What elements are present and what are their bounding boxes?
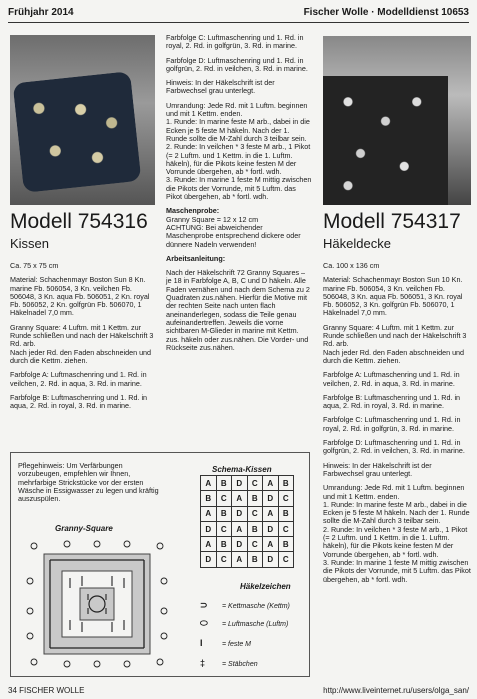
issue-label: Frühjahr 2014 (8, 7, 74, 18)
blanket-photo (323, 36, 471, 205)
granny-square-note: Nach jeder Rd. den Faden abschneiden und durch die Kettm. ziehen. (323, 347, 465, 365)
page-footer: 34 FISCHER WOLLE (8, 686, 85, 695)
schema-cell: C (216, 552, 232, 567)
material: Material: Schachenmayr Boston Sun 8 Kn. marine Fb. 506054, 3 Kn. veilchen Fb. 506048, 3 Kn. aqua Fb. 506051, 2 Kn. royal Fb. 506052, 2 Kn. golfgrün Fb. 506070, 1 Häkelnadel 7,0 mm. (10, 275, 150, 318)
schema-row (201, 537, 294, 552)
granny-square-diagram (22, 536, 172, 672)
legend-label: = Luftmasche (Luftm) (222, 621, 289, 628)
schema-title: Schema-Kissen (212, 465, 272, 474)
schema-cell: B (216, 506, 232, 521)
legend-item (200, 618, 288, 629)
schema-row (201, 476, 294, 491)
granny-square: Granny Square: 4 Luftm. mit 1 Kettm. zur Runde schließen und nach der Häkelschrift 3 Rd. arb. (323, 322, 467, 349)
color-a: Farbfolge A: Luftmaschenring und 1. Rd. in veilchen, 2. Rd. in aqua, 3. Rd. in marine. (323, 370, 460, 388)
cushion-photo (10, 35, 155, 205)
middle-column (166, 34, 312, 358)
color-d: Farbfolge D: Luftmaschenring und 1. Rd. in golfgrün, 2. Rd. in veilchen, 3. Rd. in marine. (323, 438, 465, 456)
color-b: Farbfolge B: Luftmaschenring und 1. Rd. in aqua, 2. Rd. in royal, 3. Rd. in marine. (10, 392, 148, 411)
schema-cell: D (201, 552, 217, 567)
model-title-right: Modell 754317 (323, 210, 461, 233)
hint: Hinweis: In der Häkelschrift ist der Farbwechsel grau unterlegt. (166, 78, 275, 96)
color-c: Farbfolge C: Luftmaschenring und 1. Rd. in royal, 2. Rd. in golfgrün, 3. Rd. in marine. (323, 415, 461, 433)
schema-cell: B (278, 537, 294, 552)
schema-row (201, 521, 294, 536)
schema-cell: A (263, 476, 279, 491)
double-crochet-icon: ‡ (200, 658, 206, 668)
legend-item (200, 638, 251, 648)
schema-cell: D (232, 506, 248, 521)
warning: ACHTUNG: Bei abweichender Maschenprobe entsprechend dickere oder dünnere Nadeln verwenden! (166, 222, 301, 249)
left-column (10, 262, 158, 416)
schema-row (201, 506, 294, 521)
round-1: 1. Runde: In marine feste M arb., dabei in die Ecken je 5 feste M häkeln. Nach der 1. Runde sollte die M-Zahl durch 3 teilbar sein. (323, 499, 470, 526)
instructions: Nach der Häkelschrift 72 Granny Squares – je 18 in Farbfolge A, B, C und D häkeln. Alle Faden vernähen und nach dem Schema zu 2 Quadraten zus.nähen. Hierfür die Motive mit der rechten Seite nach unten flach aneinanderlegen, sodass die Teile genau aufeinandertreffen. Jeweils die vorne sichtbaren M-Glieder in marine mit Kettm. zus. häkeln oder zus.nähen. Die Vorder- und Rückseite zus.nähen. (166, 268, 310, 352)
legend-item (200, 658, 258, 668)
schema-cell: B (247, 491, 263, 506)
schema-cell: C (247, 537, 263, 552)
color-d: Farbfolge D: Luftmaschenring und 1. Rd. in golfgrün, 2. Rd. in veilchen, 3. Rd. in marine. (166, 55, 308, 73)
schema-cell: A (201, 537, 217, 552)
schema-cell: B (201, 491, 217, 506)
schema-cell: C (216, 521, 232, 536)
schema-cell: A (201, 476, 217, 491)
schema-row (201, 491, 294, 506)
schema-grid (200, 475, 294, 568)
legend-label: = feste M (222, 641, 251, 648)
color-c: Farbfolge C: Luftmaschenring und 1. Rd. in royal, 2. Rd. in golfgrün, 3. Rd. in marine. (166, 33, 304, 51)
schema-cell: B (278, 506, 294, 521)
granny-square-note: Nach jeder Rd. den Faden abschneiden und durch die Kettm. ziehen. (10, 347, 152, 365)
size: Ca. 75 x 75 cm (10, 261, 59, 270)
schema-cell: C (247, 476, 263, 491)
schema-cell: C (216, 491, 232, 506)
schema-cell: D (232, 537, 248, 552)
schema-cell: C (278, 491, 294, 506)
model-subtitle-right: Häkeldecke (323, 236, 391, 251)
model-subtitle-left: Kissen (10, 236, 50, 251)
color-a: Farbfolge A: Luftmaschenring und 1. Rd. in veilchen, 2. Rd. in aqua, 3. Rd. in marine. (10, 370, 147, 388)
schema-cell: D (263, 521, 279, 536)
legend-label: = Kettmasche (Kettm) (222, 603, 290, 610)
page-header (8, 5, 469, 21)
schema-cell: A (232, 552, 248, 567)
legend-title: Häkelzeichen (240, 582, 291, 591)
material: Material: Schachenmayr Boston Sun 10 Kn. marine Fb. 506054, 3 Kn. veilchen Fb. 506048, 3 Kn. aqua Fb. 506051, 3 Kn. royal Fb. 506052, 3 Kn. golfgrün Fb. 506070, 1 Häkelnadel 7,0 mm. (323, 275, 463, 318)
round-2: 2. Runde: In veilchen * 3 feste M arb., 1 Pikot (= 2 Luftm. und 1 Kettm. in die 1. Luftm. häkeln), für die Pikots keine festen M der Vorrunde übergehen, ab * fortl. wdh. (323, 524, 468, 559)
schema-cell: D (263, 552, 279, 567)
border: Umrandung: Jede Rd. mit 1 Luftm. beginnen und mit 1 Kettm. enden. (323, 483, 465, 501)
schema-cell: D (201, 521, 217, 536)
size: Ca. 100 x 136 cm (323, 261, 380, 270)
gauge: Granny Square = 12 x 12 cm (166, 214, 259, 224)
round-3: 3. Runde: In marine 1 feste M mittig zwischen die Pikots der Vorrunde, mit 5 Luftm. das Pikot übergehen, ab * fortl. wdh. (166, 175, 312, 202)
header-rule (8, 22, 469, 23)
hint: Hinweis: In der Häkelschrift ist der Farbwechsel grau unterlegt. (323, 460, 432, 478)
instructions-heading: Arbeitsanleitung: (166, 253, 226, 263)
schema-cell: B (216, 476, 232, 491)
legend-item (200, 600, 290, 611)
schema-row (201, 552, 294, 567)
color-b: Farbfolge B: Luftmaschenring und 1. Rd. in aqua, 2. Rd. in royal, 3. Rd. in marine. (323, 392, 461, 411)
schema-cell: C (247, 506, 263, 521)
schema-cell: A (263, 506, 279, 521)
schema-cell: A (201, 506, 217, 521)
publisher-label: Fischer Wolle · Modelldienst 10653 (303, 7, 469, 18)
schema-cell: A (232, 521, 248, 536)
model-title-left: Modell 754316 (10, 210, 148, 233)
care-note: Pflegehinweis: Um Verfärbungen vorzubeugen, empfehlen wir Ihnen, mehrfarbige Strickstücke vor der ersten Wäsche in Essigwasser zu legen und kräftig auszuspülen. (18, 461, 159, 504)
schema-cell: C (278, 521, 294, 536)
round-2: 2. Runde: In veilchen * 3 feste M arb., 1 Pikot (= 2 Luftm. und 1 Kettm. in die 1. Luftm. häkeln), für die Pikots keine festen M der Vorrunde übergehen, ab * fortl. wdh. (166, 142, 311, 177)
granny-square: Granny Square: 4 Luftm. mit 1 Kettm. zur Runde schließen und nach der Häkelschrift 3 Rd. arb. (10, 322, 154, 349)
round-1: 1. Runde: In marine feste M arb., dabei in die Ecken je 5 feste M häkeln. Nach der 1. Runde sollte die M-Zahl durch 3 teilbar sein. (166, 117, 310, 143)
schema-cell: D (232, 476, 248, 491)
schema-cell: A (232, 491, 248, 506)
schema-cell: B (247, 552, 263, 567)
right-column (323, 262, 471, 590)
border: Umrandung: Jede Rd. mit 1 Luftm. beginnen und mit 1 Kettm. enden. (166, 100, 308, 119)
schema-cell: B (247, 521, 263, 536)
schema-cell: A (263, 537, 279, 552)
single-crochet-icon: I (200, 638, 203, 648)
slip-stitch-icon: ⊃ (200, 600, 208, 610)
round-3: 3. Runde: In marine 1 feste M mittig zwischen die Pikots der Vorrunde, mit 5 Luftm. das Pikot übergehen, ab * fortl. wdh. (323, 557, 471, 584)
granny-square-title: Granny-Square (55, 524, 113, 533)
schema-cell: D (263, 491, 279, 506)
source-url: http://www.liveinternet.ru/users/olga_san/ (323, 686, 469, 695)
schema-cell: B (278, 476, 294, 491)
chain-stitch-icon: ⬭ (200, 618, 208, 628)
schema-cell: C (278, 552, 294, 567)
schema-cell: B (216, 537, 232, 552)
gauge-heading: Maschenprobe: (166, 206, 220, 216)
legend-label: = Stäbchen (222, 661, 258, 668)
